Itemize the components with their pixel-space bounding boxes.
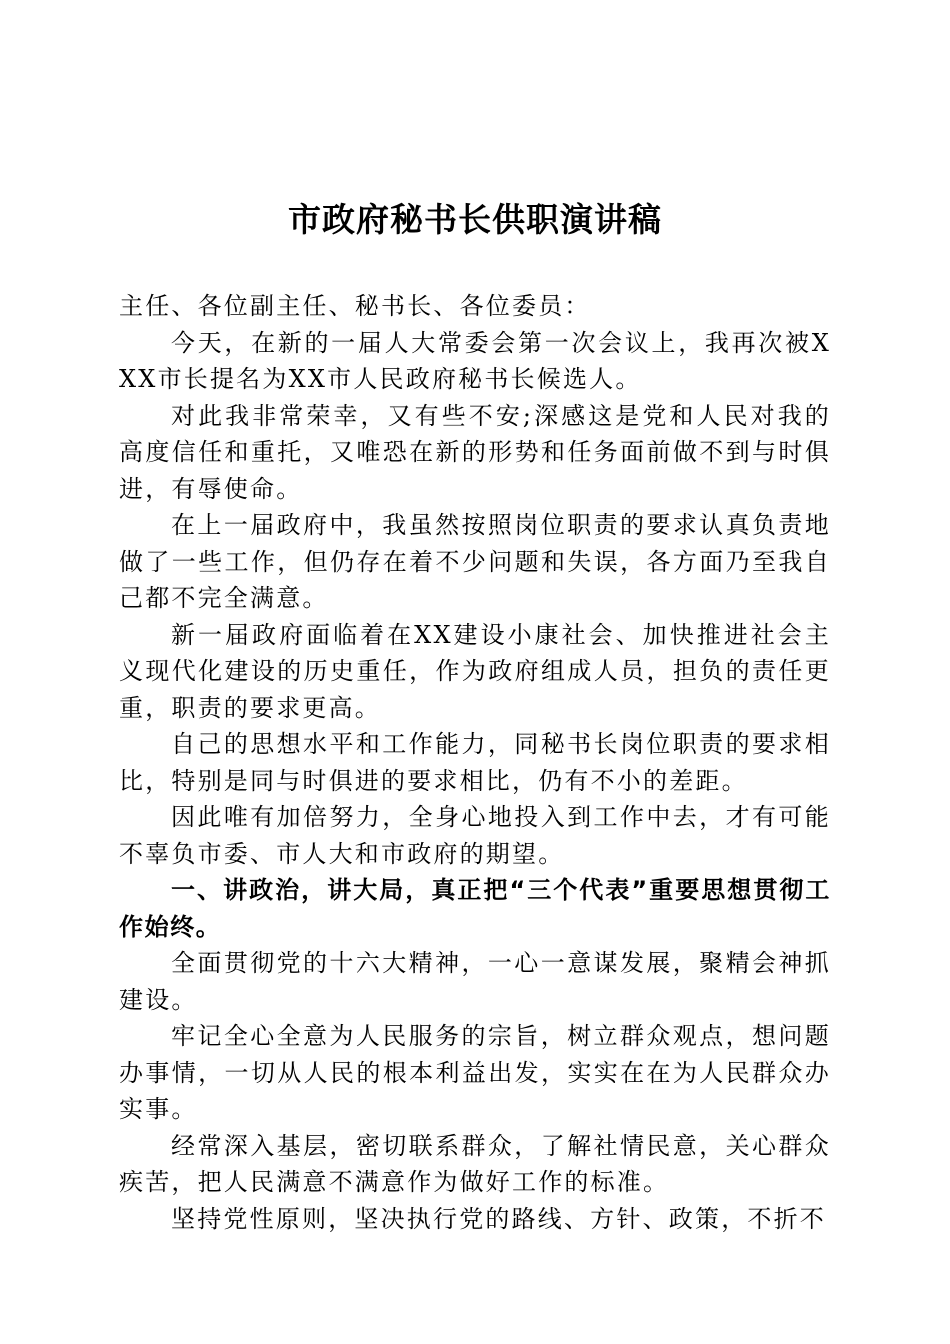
paragraph: 对此我非常荣幸，又有些不安;深感这是党和人民对我的高度信任和重托，又唯恐在新的形势和任务面前做不到与时俱进，有辱使命。: [119, 401, 831, 503]
paragraph: 坚持党性原则，坚决执行党的路线、方针、政策，不折不: [171, 1204, 826, 1233]
paragraph: 自己的思想水平和工作能力，同秘书长岗位职责的要求相比，特别是同与时俱进的要求相比，仍有不小的差距。: [119, 730, 831, 795]
paragraph: 全面贯彻党的十六大精神，一心一意谋发展，聚精会神抓建设。: [119, 949, 831, 1014]
document-title: 市政府秘书长供职演讲稿: [288, 200, 662, 239]
paragraph: 今天，在新的一届人大常委会第一次会议上，我再次被XXX市长提名为XX市人民政府秘书长候选人。: [119, 328, 831, 393]
salutation: 主任、各位副主任、秘书长、各位委员：: [119, 292, 591, 320]
paragraph: 在上一届政府中，我虽然按照岗位职责的要求认真负责地做了一些工作，但仍存在着不少问题和失误，各方面乃至我自己都不完全满意。: [119, 511, 831, 612]
section-heading: 一、讲政治，讲大局，真正把“三个代表”重要思想贯彻工作始终。: [119, 876, 831, 941]
paragraph: 经常深入基层，密切联系群众，了解社情民意，关心群众疾苦，把人民满意不满意作为做好工作的标准。: [119, 1131, 831, 1196]
paragraph: 因此唯有加倍努力，全身心地投入到工作中去，才有可能不辜负市委、市人大和市政府的期望。: [119, 803, 831, 868]
paragraph: 新一届政府面临着在XX建设小康社会、加快推进社会主义现代化建设的历史重任，作为政府组成人员，担负的责任更重，职责的要求更高。: [119, 620, 831, 722]
document-body: [119, 288, 831, 1237]
paragraph: 牢记全心全意为人民服务的宗旨，树立群众观点，想问题办事情，一切从人民的根本利益出发，实实在在为人民群众办实事。: [119, 1022, 831, 1123]
